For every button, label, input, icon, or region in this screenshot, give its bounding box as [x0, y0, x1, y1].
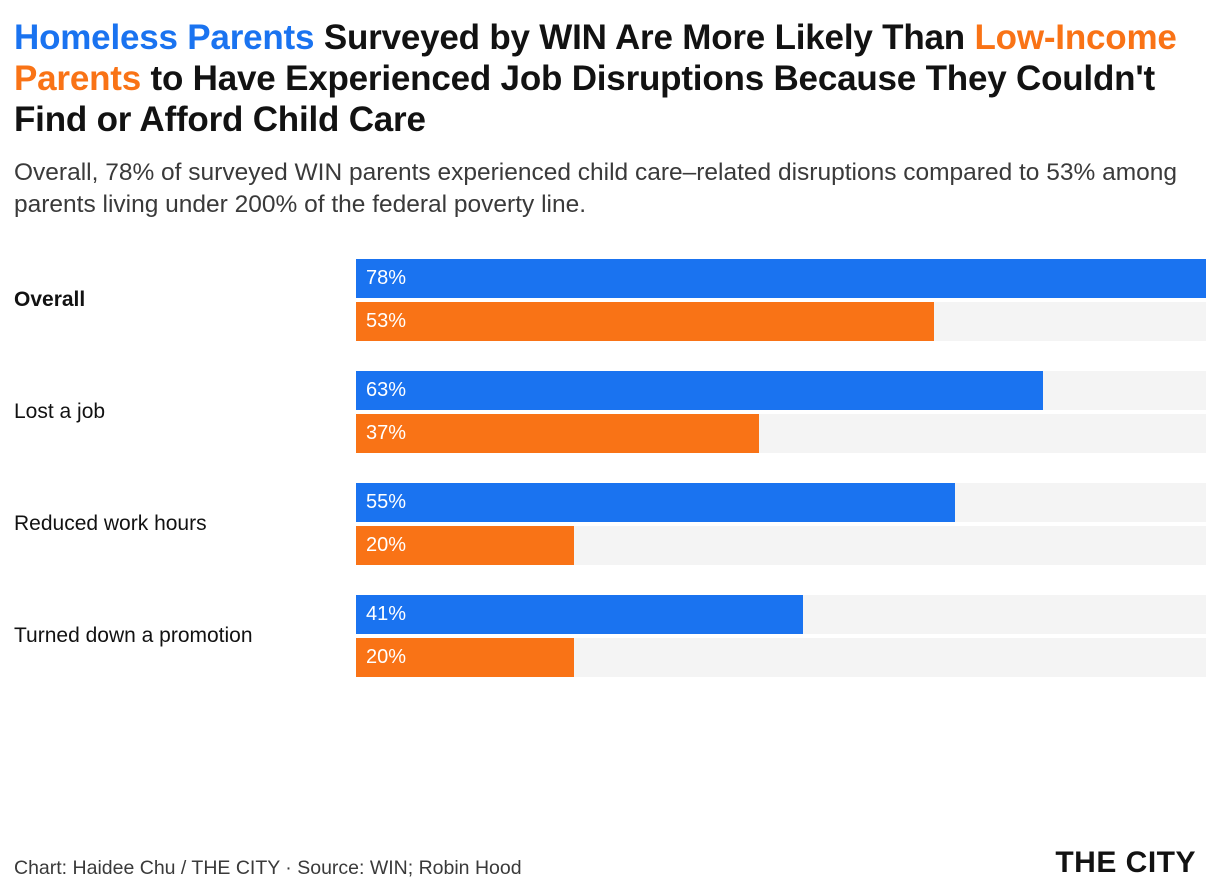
bar-lowincome-reduced-work-hours — [356, 526, 574, 565]
bar-chart — [14, 259, 1206, 820]
bar-track — [356, 414, 1206, 453]
chart-group-turned-down-a-promotion — [14, 595, 1206, 677]
bar-lowincome-lost-a-job — [356, 414, 759, 453]
bar-track — [356, 302, 1206, 341]
category-label-reduced-work-hours: Reduced work hours — [14, 512, 207, 536]
bar-lowincome-overall — [356, 302, 934, 341]
title-segment-blue: Homeless Parents — [14, 18, 315, 57]
category-label-lost-a-job: Lost a job — [14, 400, 106, 424]
bar-lowincome-turned-down-a-promotion — [356, 638, 574, 677]
chart-credit: Chart: Haidee Chu / THE CITY · Source: WIN; Robin Hood — [14, 857, 522, 879]
bar-track — [356, 638, 1206, 677]
chart-footer — [14, 846, 1206, 880]
bar-homeless-turned-down-a-promotion — [356, 595, 803, 634]
bar-pair-reduced-work-hours — [356, 483, 1206, 565]
bar-track — [356, 259, 1206, 298]
bar-value-label: 78% — [366, 267, 407, 290]
chart-subtitle: Overall, 78% of surveyed WIN parents experienced child care–related disruptions compared to 53% among parents living under 200% of the federal poverty line. — [14, 158, 1177, 219]
bar-value-label: 55% — [366, 491, 407, 514]
bar-track — [356, 595, 1206, 634]
title-segment-orange: Low-Income Parents — [14, 18, 1177, 98]
category-label-overall: Overall — [14, 288, 86, 312]
brand-logo: THE CITY — [1055, 846, 1196, 879]
bar-value-label: 37% — [366, 422, 407, 445]
bar-value-label: 41% — [366, 603, 407, 626]
bar-value-label: 20% — [366, 646, 407, 669]
bar-homeless-lost-a-job — [356, 371, 1043, 410]
page-title — [14, 18, 1206, 141]
bar-track — [356, 483, 1206, 522]
title-segment-plain-2: to Have Experienced Job Disruptions Because They Couldn't Find or Afford Child Care — [14, 58, 1155, 139]
bar-homeless-reduced-work-hours — [356, 483, 955, 522]
bar-value-label: 63% — [366, 379, 407, 402]
bar-value-label: 20% — [366, 534, 407, 557]
bar-track — [356, 526, 1206, 565]
chart-group-lost-a-job — [14, 371, 1206, 453]
bar-homeless-overall — [356, 259, 1206, 298]
category-label-turned-down-a-promotion: Turned down a promotion — [14, 624, 253, 648]
bar-value-label: 53% — [366, 310, 407, 333]
chart-group-overall — [14, 259, 1206, 341]
chart-group-reduced-work-hours — [14, 483, 1206, 565]
title-segment-plain-1: Surveyed by WIN Are More Likely Than — [314, 18, 975, 57]
bar-pair-lost-a-job — [356, 371, 1206, 453]
bar-pair-overall — [356, 259, 1206, 341]
bar-pair-turned-down-a-promotion — [356, 595, 1206, 677]
bar-track — [356, 371, 1206, 410]
